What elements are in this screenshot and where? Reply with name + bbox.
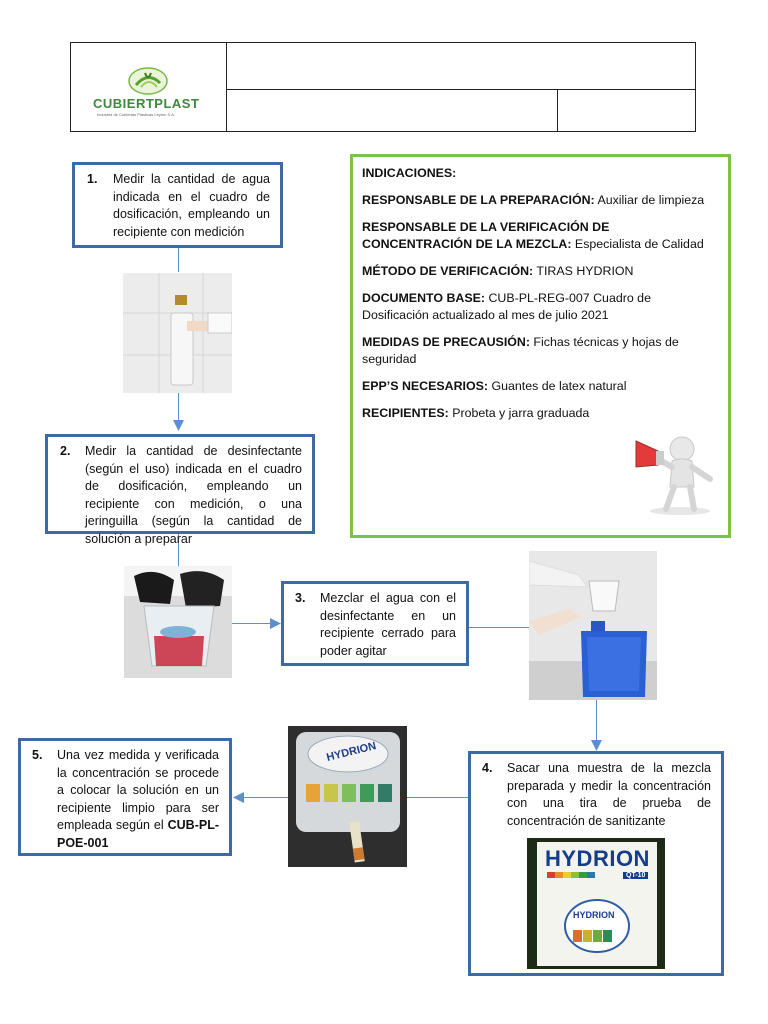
indicacion-item [362, 290, 719, 324]
indicacion-label: RESPONSABLE DE LA PREPARACIÓN: [362, 193, 595, 207]
step-text: Sacar una muestra de la mezcla preparada y medir la concentración con una tira de prueba de concentración de sanitizante [507, 761, 711, 828]
hydrion-strip-brand: HYDRION [325, 740, 378, 764]
photo-hydrion-strip [288, 726, 407, 867]
hydrion-box-inner-brand: HYDRION [573, 910, 615, 920]
indicacion-value: Especialista de Calidad [571, 237, 704, 251]
connector-line [178, 248, 179, 272]
photo-water-tap [123, 273, 232, 393]
indicacion-label: MÉTODO DE VERIFICACIÓN: [362, 264, 534, 278]
logo-subtitle: Industria de Cubiertas Plásticas Leyton S.A. [97, 112, 176, 117]
step-text: Mezclar el agua con el desinfectante en un recipiente cerrado para poder agitar [320, 591, 456, 658]
header-divider [226, 43, 227, 131]
step-number: 3. [295, 591, 306, 605]
step-number: 4. [482, 761, 493, 775]
step-text: Medir la cantidad de agua indicada en el cuadro de dosificación, empleando un recipiente con medición [113, 172, 270, 239]
connector-line [407, 797, 469, 798]
indicacion-label: DOCUMENTO BASE: [362, 291, 485, 305]
indicacion-value: Probeta y jarra graduada [448, 406, 590, 420]
indicacion-item [362, 263, 719, 280]
logo-text: CUBIERTPLAST [93, 96, 200, 111]
arrow-down-icon [173, 420, 184, 432]
indicacion-item [362, 378, 719, 395]
step-3-box [281, 581, 469, 666]
indicaciones-title: INDICACIONES: [362, 166, 457, 180]
indicacion-value: Auxiliar de limpieza [594, 193, 705, 207]
indicacion-value: CUB-PL-REG-007 Cuadro de Dosificación actualizado al mes de julio 2021 [362, 291, 651, 322]
step-text-ref: CUB-PL-POE-001 [57, 818, 219, 850]
step-2-box [45, 434, 315, 546]
connector-line [596, 700, 597, 744]
step-5-box [18, 738, 232, 856]
step-text-main: Una vez medida y verificada la concentración se procede a colocar la solución en un recipiente limpio para ser empleada según el [57, 748, 219, 832]
indicacion-item [362, 405, 719, 422]
indicacion-item [362, 192, 719, 209]
step-number: 5. [32, 748, 43, 762]
indicaciones-panel [350, 154, 731, 538]
company-logo [91, 67, 207, 117]
step-text: Medir la cantidad de desinfectante (según el uso) indicada en el cuadro de dosificación, empleando un recipiente con medición, o una jeringuilla (según la cantidad de solución a preparar [85, 444, 302, 546]
step-text [57, 747, 219, 852]
indicacion-value: TIRAS HYDRION [533, 264, 634, 278]
indicacion-item [362, 334, 719, 368]
step-1-box [72, 162, 283, 248]
megaphone-figure-icon [628, 427, 723, 517]
indicacion-label: MEDIDAS DE PRECAUSIÓN: [362, 335, 530, 349]
hydrion-box-model: QT-10 [623, 872, 648, 879]
step-number: 2. [60, 444, 71, 458]
photo-mixing-jug [529, 551, 657, 700]
step-number: 1. [87, 172, 98, 186]
hydrion-box-brand: HYDRION [545, 846, 650, 871]
connector-line [240, 797, 288, 798]
arrow-left-icon [233, 792, 245, 803]
indicacion-value: Guantes de latex natural [488, 379, 627, 393]
header-divider [226, 89, 696, 90]
indicacion-item [362, 219, 719, 253]
connector-line [468, 627, 530, 628]
header-divider [557, 89, 558, 131]
indicacion-label: RECIPIENTES: [362, 406, 449, 420]
photo-gloved-hands [124, 566, 232, 678]
photo-hydrion-box [527, 838, 665, 969]
header-table [70, 42, 696, 132]
indicacion-value: Fichas técnicas y hojas de seguridad [362, 335, 679, 366]
indicacion-label: EPP’S NECESARIOS: [362, 379, 488, 393]
indicacion-label: RESPONSABLE DE LA VERIFICACIÓN DE CONCENTRACIÓN DE LA MEZCLA: [362, 220, 610, 251]
